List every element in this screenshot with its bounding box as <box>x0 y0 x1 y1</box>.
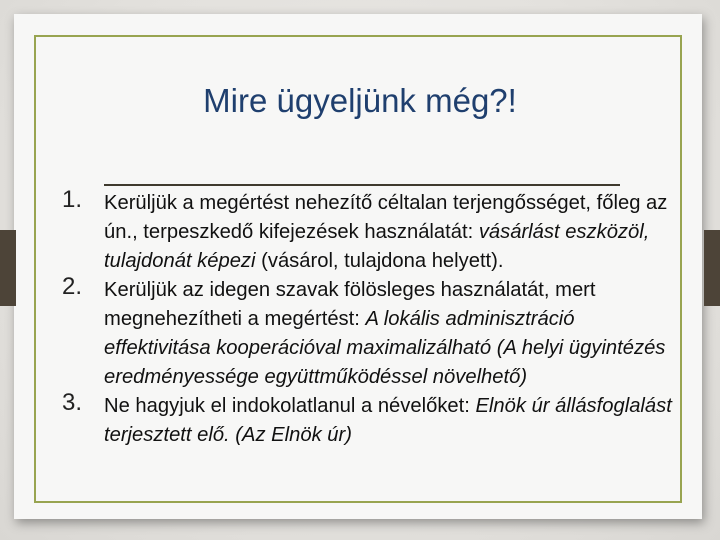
item-text-italic: A lokális adminisztráció effektivitása kooperációval maximalizálható (A helyi ügyintézés eredményessége együttműködéssel növelhető) <box>104 308 666 388</box>
item-text-plain: Kerüljük az idegen szavak fölösleges használatát, mert megnehezítheti a megértést: <box>104 279 596 330</box>
list-item <box>62 273 682 392</box>
numbered-list <box>62 186 682 450</box>
left-edge-tab <box>0 230 16 306</box>
list-item-text <box>104 189 682 276</box>
list-item-text <box>104 392 682 450</box>
list-item-text <box>104 276 682 392</box>
item-text-italic: vásárlást eszközöl, tulajdonát képezi <box>104 221 650 272</box>
item-text-plain: (vásárol, tulajdona helyett). <box>255 250 504 272</box>
title-underline <box>104 184 620 186</box>
item-text-plain: Ne hagyjuk el indokolatlanul a névelőket: <box>104 395 476 417</box>
list-number: 3. <box>62 389 83 416</box>
item-text-italic: Elnök úr állásfoglalást terjesztett elő. (Az Elnök úr) <box>104 395 672 446</box>
list-item <box>62 389 682 450</box>
item-text-plain: Kerüljük a megértést nehezítő céltalan terjengősséget, főleg az ún., terpeszkedő kifejezések használatát: <box>104 192 668 243</box>
slide-title: Mire ügyeljünk még?! <box>203 82 517 119</box>
list-item <box>62 186 682 276</box>
list-number: 1. <box>62 186 83 213</box>
list-number: 2. <box>62 273 83 300</box>
right-edge-tab <box>704 230 720 306</box>
